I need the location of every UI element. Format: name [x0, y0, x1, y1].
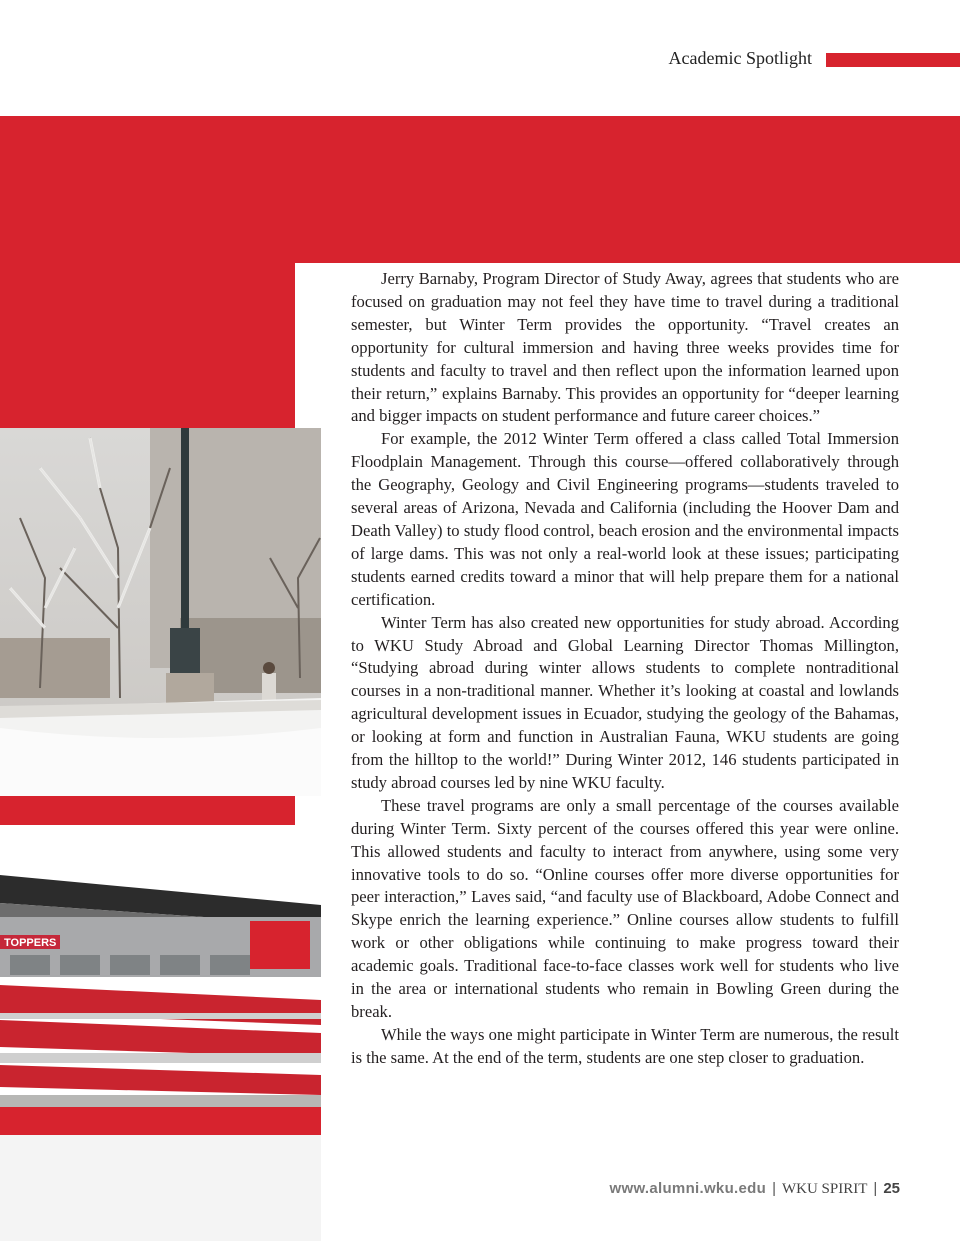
page-number: 25 [883, 1180, 900, 1197]
header-red-tab [826, 53, 960, 67]
article-paragraph: These travel programs are only a small percentage of the courses available during Winter Term. Sixty percent of the courses offered this year were online. This allowed students and faculty to interact from anywhere, using some very innovative tools to do so. “Online courses offer more diverse opportunities for peer interaction,” Laves said, “and faculty use of Blackboard, Adobe Connect and Skype enrich the learning experience.” Online courses allow students to fulfill work or other obligations while continuing to make progress toward their academic goals. Traditional face-to-face classes work well for students who live in the area or international students who remain in Bowling Green during the break. [351, 795, 899, 1021]
page-footer [480, 1180, 900, 1198]
red-banner [0, 116, 960, 263]
footer-separator: | [873, 1180, 878, 1197]
section-label: Academic Spotlight [668, 48, 812, 68]
footer-magazine-title: WKU SPIRIT [781, 1181, 868, 1197]
article-paragraph: Jerry Barnaby, Program Director of Study Away, agrees that students who are focused on graduation may not feel they have time to travel during a traditional semester, but Winter Term provides the opportunity. “Travel creates an opportunity for cultural immersion and having three weeks provides time for students and faculty to travel and then reflect upon the information learned upon their return,” explains Barnaby. This provides an opportunity for “deeper learning and bigger impacts on student performance and future career choices.” [351, 269, 899, 426]
snowy-campus-photo [0, 428, 321, 796]
red-side-block [0, 263, 295, 428]
red-divider [0, 796, 295, 825]
article-paragraph: While the ways one might participate in Winter Term are numerous, the result is the same. At the end of the term, students are one step closer to graduation. [351, 1024, 899, 1067]
footer-url[interactable]: www.alumni.wku.edu [609, 1180, 767, 1197]
article-paragraph: Winter Term has also created new opportunities for study abroad. According to WKU Study Abroad and Global Learning Director Thomas Millington, “Studying abroad during winter allows students to complete nontraditional courses in a non-traditional manner. Whether it’s looking at coastal and lowlands agricultural development issues in Ecuador, studying the geology of the Bahamas, or looking at form and function in Australian Fauna, WKU students are going from the hilltop to the world!” During Winter 2012, 146 students participated in study abroad courses led by nine WKU faculty. [351, 612, 899, 792]
article-paragraph: For example, the 2012 Winter Term offered a class called Total Immersion Floodplain Management. Through this course—offered collaboratively through the Geography, Geology and Civil Engineering programs—students traveled to several areas of Arizona, Nevada and California (including the Hoover Dam and Death Valley) to study flood control, beach erosion and the environmental impacts of large dams. This was not only a real-world look at these issues; participating students earned credits toward a minor that will help prepare them for a national certification. [351, 429, 899, 609]
snowy-stadium-photo [0, 825, 321, 1241]
article-body [351, 268, 899, 1070]
stadium-sign: TOPPERS [4, 937, 57, 949]
footer-separator: | [772, 1180, 776, 1197]
